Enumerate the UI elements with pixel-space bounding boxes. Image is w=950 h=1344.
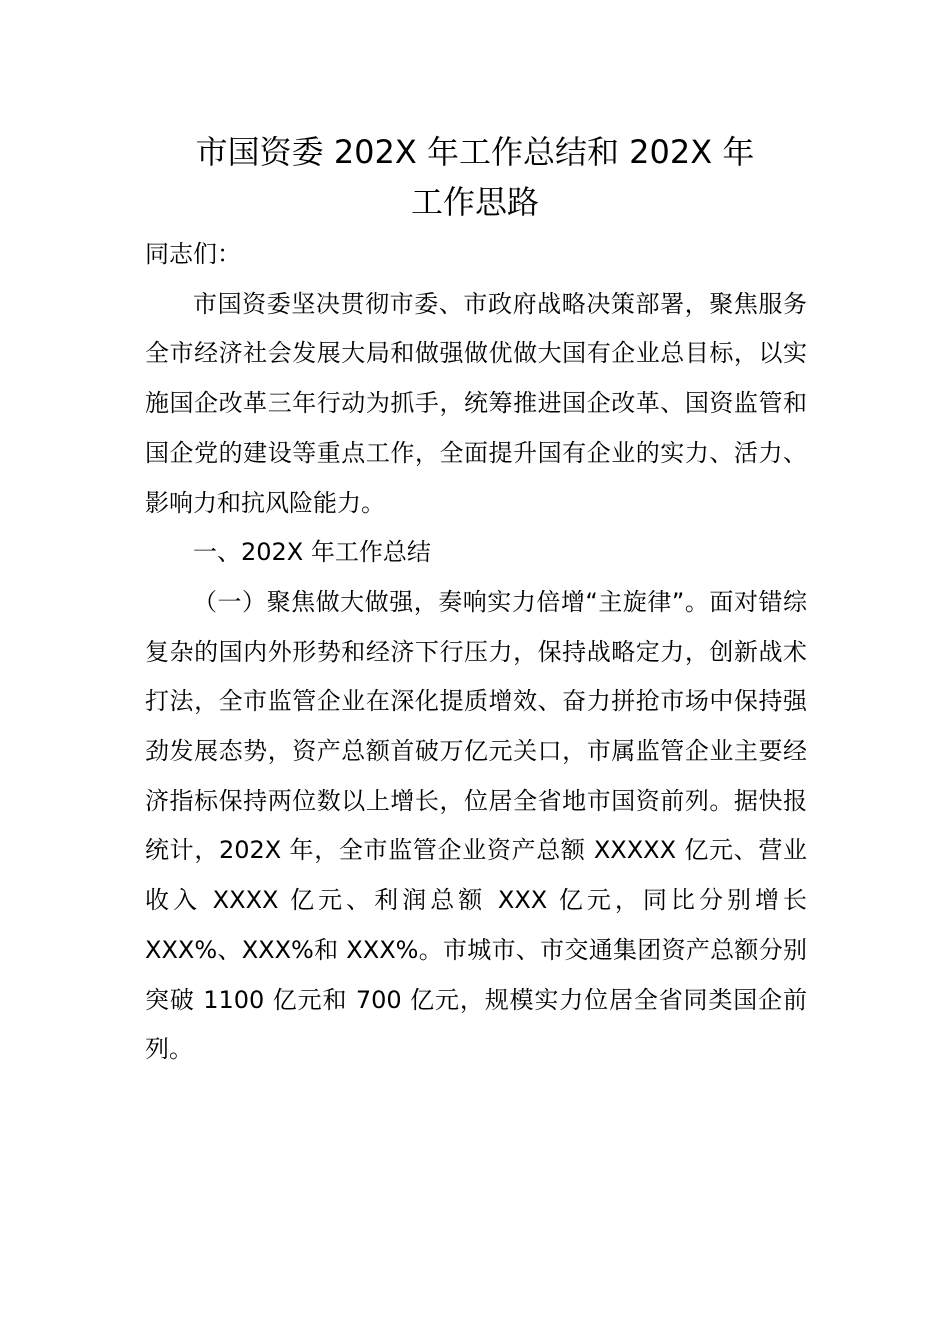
document-title-line-1: 市国资委 202X 年工作总结和 202X 年 <box>195 133 755 171</box>
salutation: 同志们： <box>145 240 241 268</box>
document-title-line-2: 工作思路 <box>410 183 539 221</box>
document-body <box>145 230 807 1075</box>
section-heading: 一、202X 年工作总结 <box>193 538 431 567</box>
section-paragraph: （一）聚焦做大做强，奏响实力倍增“主旋律”。面对错综复杂的国内外形势和经济下行压力，保持战略定力，创新战术打法，全市监管企业在深化提质增效、奋力拼抢市场中保持强劲发展态势，资产总额首破万亿元关口，市属监管企业主要经济指标保持两位数以上增长，位居全省地市国资前列。据快报统计，202X 年，全市监管企业资产总额 XXXXX 亿元、营业收入 XXXX 亿元、利润总额 XXX 亿元，同比分别增长 XXX%、XXX%和 XXX%。市城市、市交通集团资产总额分别突破 1100 亿元和 700 亿元，规模实力位居全省同类国企前列。 <box>145 587 807 1064</box>
intro-paragraph: 市国资委坚决贯彻市委、市政府战略决策部署，聚焦服务全市经济社会发展大局和做强做优做大国有企业总目标，以实施国企改革三年行动为抓手，统筹推进国企改革、国资监管和国企党的建设等重点工作，全面提升国有企业的实力、活力、影响力和抗风险能力。 <box>145 289 807 517</box>
